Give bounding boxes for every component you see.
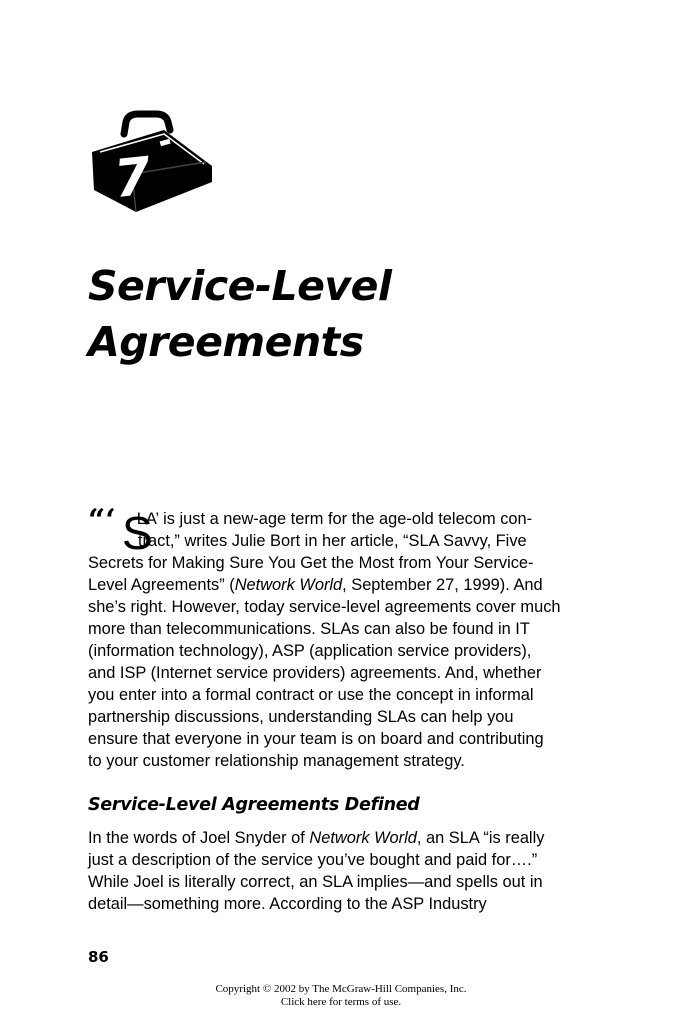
intro-line [88,574,608,596]
drop-cap: S [122,507,153,559]
intro-line-text: , September 27, 1999). And [342,576,543,594]
intro-paragraph [88,503,608,772]
page-number: 86 [88,948,109,966]
copyright-notice: Copyright © 2002 by The McGraw-Hill Companies, Inc. [215,983,467,995]
chapter-number: 7 [111,146,154,211]
section-line: just a description of the service you’ve bought and paid for….” [88,851,538,869]
section-line: detail—something more. According to the ASP Industry [88,895,487,913]
chapter-title-line-2: Agreements [88,318,364,366]
publication-name: Network World [309,829,417,847]
intro-line-text: Level Agreements” ( [88,576,235,594]
intro-line: (information technology), ASP (application service providers), [88,642,532,660]
chapter-title-line-1: Service-Level [88,262,392,310]
publication-name: Network World [234,576,343,594]
section-line-text: In the words of Joel Snyder of [88,829,310,847]
intro-line: partnership discussions, understanding SLAs can help you [88,708,514,726]
section-heading: Service-Level Agreements Defined [88,795,420,815]
chapter-title [88,258,391,370]
section-line: While Joel is literally correct, an SLA implies—and spells out in [88,873,543,891]
intro-line: and ISP (Internet service providers) agreements. And, whether [88,664,542,682]
section-paragraph [88,827,608,915]
intro-line: to your customer relationship management strategy. [88,752,465,770]
copyright-footer [0,983,682,1009]
terms-of-use-link[interactable]: Click here for terms of use. [280,996,402,1008]
briefcase-chapter-icon [86,104,214,216]
intro-line: you enter into a formal contract or use the concept in informal [88,686,534,704]
section-line-text: , an SLA “is really [416,829,545,847]
intro-line: Secrets for Making Sure You Get the Most from Your Service- [88,554,534,572]
intro-line: she’s right. However, today service-level agreements cover much [88,598,561,616]
intro-line [88,503,608,538]
section-line [88,827,608,849]
open-quote-mark: “‘ [88,503,116,538]
intro-line: more than telecommunications. SLAs can also be found in IT [88,620,530,638]
intro-line: ensure that everyone in your team is on board and contributing [88,730,544,748]
intro-line-text: LA’ is just a new-age term for the age-old telecom con- [136,510,533,528]
intro-line: tract,” writes Julie Bort in her article, “SLA Savvy, Five [138,532,527,550]
